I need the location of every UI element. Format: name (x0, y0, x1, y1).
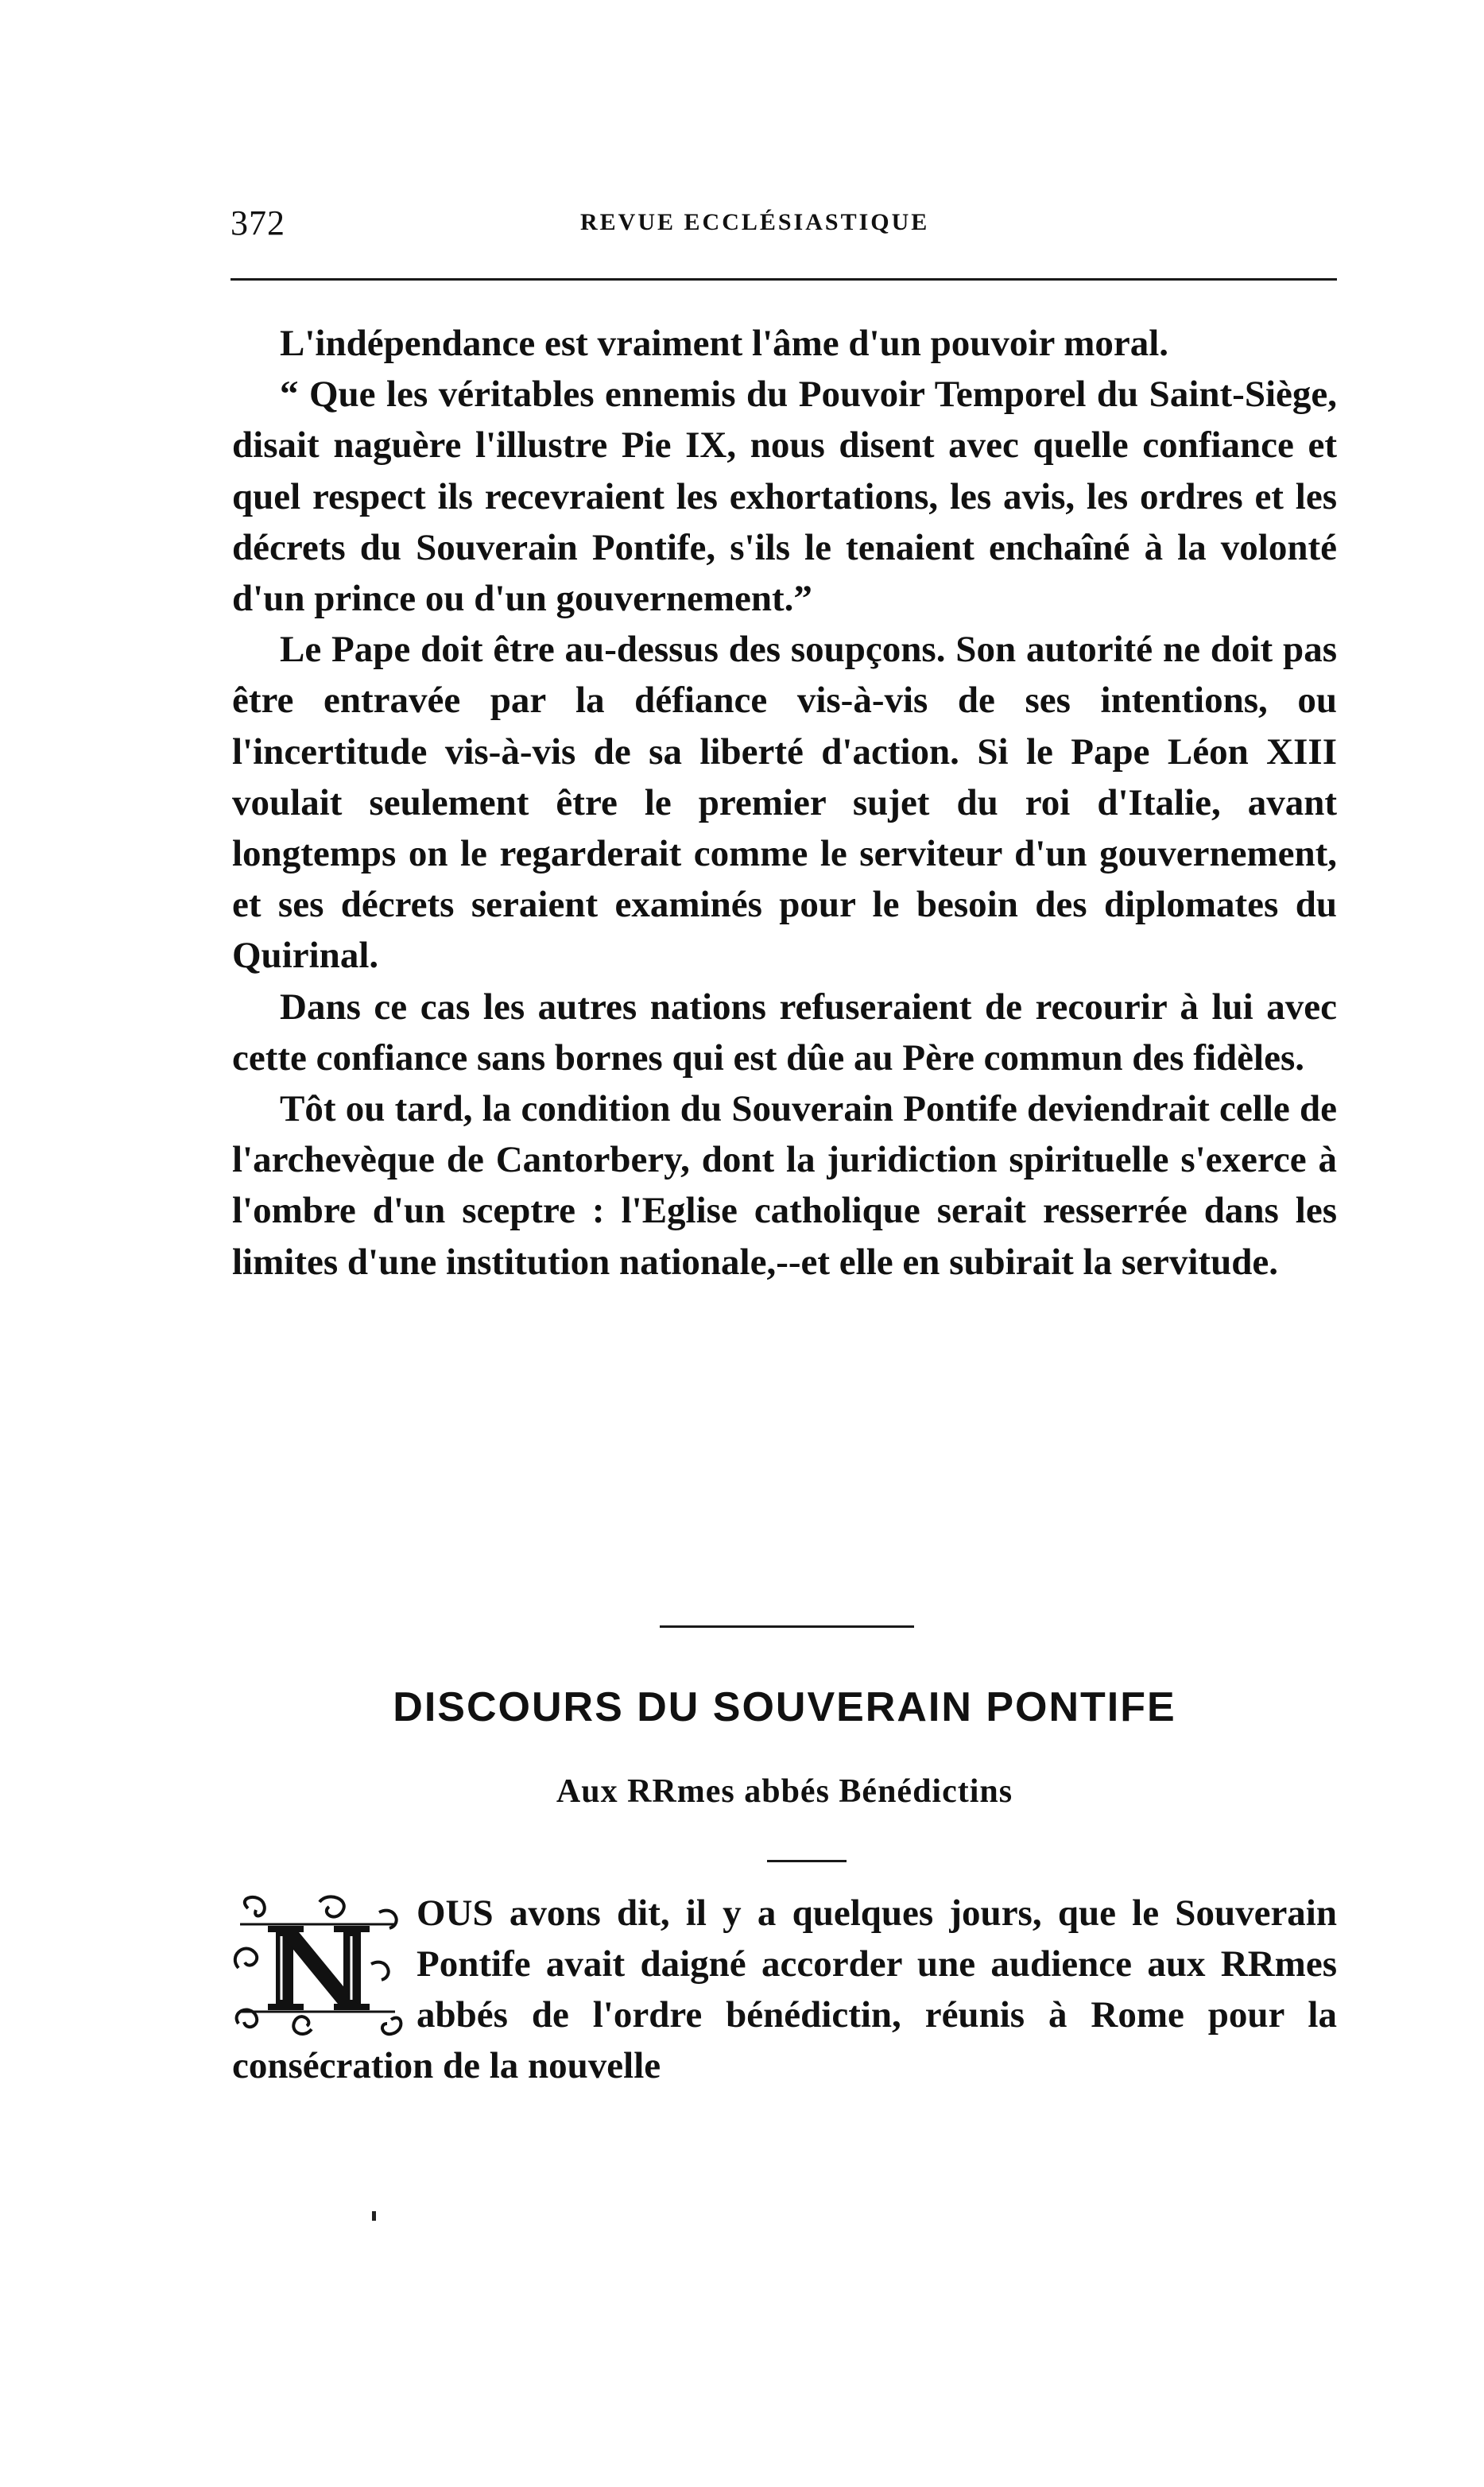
discourse-paragraph (232, 1888, 1337, 2091)
paragraph: “ Que les véritables ennemis du Pouvoir Temporel du Saint-Siège, disait naguère l'illustre Pie IX, nous disent avec quelle confiance et quel respect ils recevraient les exhortations, les avis, les ordres et les décrets du Souverain Pontife, s'ils le tenaient enchaîné à la volonté d'un prince ou d'un gouvernement.” (232, 374, 1337, 620)
header-rule (231, 278, 1337, 281)
section-divider (660, 1625, 914, 1628)
paragraph: Dans ce cas les autres nations refuseraient de recourir à lui avec cette confiance sans bornes qui est dûe au Père commun des fidèles. (232, 986, 1337, 1079)
discourse-text: OUS avons dit, il y a quelques jours, que le Souverain Pontife avait daigné accorder une audience aux RRmes abbés de l'ordre bénédictin, réunis à Rome pour la consécration de la nouvelle (232, 1892, 1337, 2086)
paragraph: Le Pape doit être au-dessus des soupçons. Son autorité ne doit pas être entravée par la défiance vis-à-vis de ses intentions, ou l'incertitude vis-à-vis de sa liberté d'action. Si le Pape Léon XIII voulait seulement être le premier sujet du roi d'Italie, avant longtemps on le regarderait comme le serviteur d'un gouvernement, et ses décrets seraient examinés pour le besoin des diplomates du Quirinal. (232, 629, 1337, 977)
section-subtitle: Aux RRmes abbés Bénédictins (556, 1773, 1013, 1810)
paragraph: Tôt ou tard, la condition du Souverain Pontife deviendrait celle de l'archevèque de Cantorbery, dont la juridiction spirituelle s'exerce à l'ombre d'un sceptre : l'Eglise catholique serait resserrée dans les limites d'une institution nationale,--et elle en subirait la servitude. (232, 1088, 1337, 1283)
page-number: 372 (231, 203, 285, 242)
running-head: REVUE ECCLÉSIASTIQUE (580, 209, 930, 235)
ink-speck (372, 2211, 376, 2221)
subtitle-rule (767, 1860, 847, 1862)
paragraph: L'indépendance est vraiment l'âme d'un pouvoir moral. (280, 323, 1169, 364)
ornamental-dropcap-icon (232, 1892, 405, 2040)
body-text (232, 318, 1337, 1288)
section-title: DISCOURS DU SOUVERAIN PONTIFE (393, 1684, 1176, 1730)
page-header (231, 203, 1339, 250)
